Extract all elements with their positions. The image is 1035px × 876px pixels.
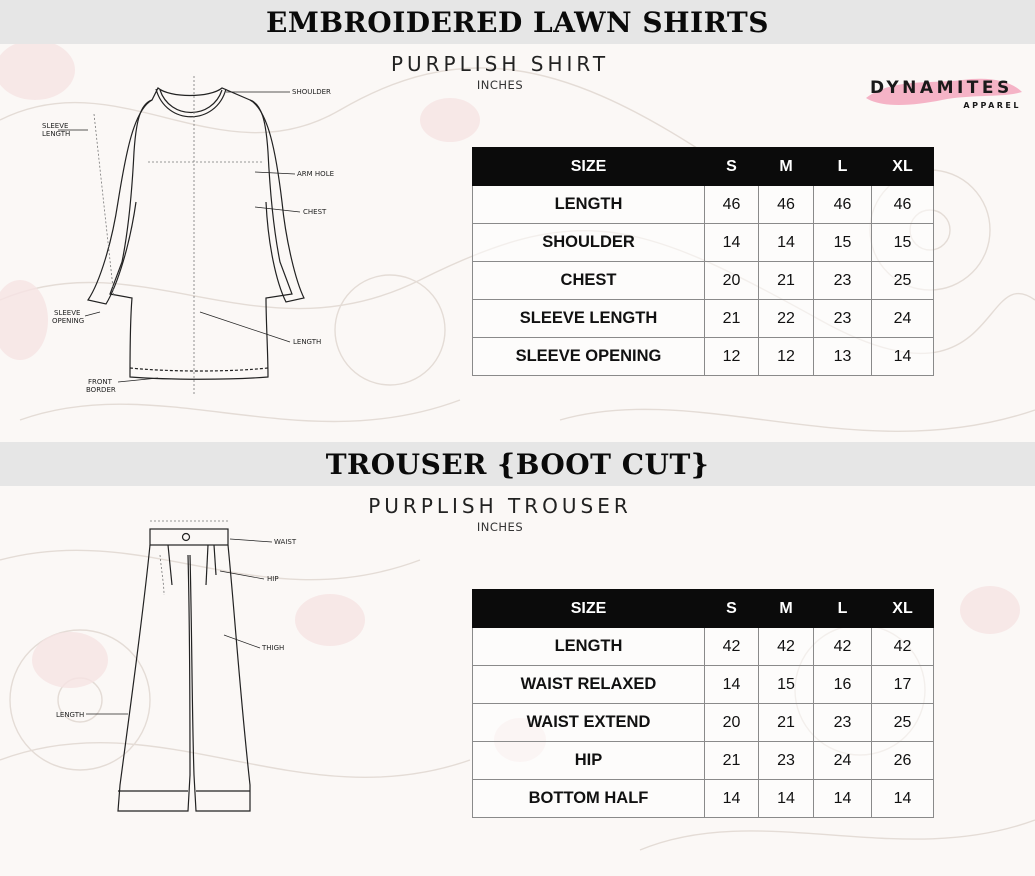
cell-value: 14 — [705, 780, 759, 818]
cell-value: 23 — [759, 742, 814, 780]
shirt-product-name: PURPLISH SHIRT — [390, 52, 610, 76]
cell-value: 42 — [814, 628, 872, 666]
trouser-label-waist: WAIST — [274, 538, 297, 546]
shirt-diagram — [30, 62, 350, 402]
cell-value: 22 — [759, 300, 814, 338]
shirt-label-sleeve-opening-2: OPENING — [52, 317, 85, 325]
table-row — [473, 704, 934, 742]
shirt-section-title: EMBROIDERED LAWN SHIRTS — [266, 5, 769, 39]
cell-value: 14 — [872, 338, 934, 376]
table-row — [473, 780, 934, 818]
shirt-header-xl: XL — [872, 148, 934, 186]
trouser-label-hip: HIP — [267, 575, 279, 583]
cell-value: 42 — [705, 628, 759, 666]
shirt-product-heading — [360, 52, 640, 92]
table-row — [473, 186, 934, 224]
trouser-header-size: SIZE — [473, 590, 705, 628]
cell-value: 24 — [872, 300, 934, 338]
cell-value: 15 — [814, 224, 872, 262]
cell-value: 15 — [872, 224, 934, 262]
trouser-header-s: S — [705, 590, 759, 628]
shirt-label-length: LENGTH — [293, 338, 322, 346]
row-label: LENGTH — [473, 186, 705, 224]
cell-value: 42 — [759, 628, 814, 666]
shirt-label-chest: CHEST — [303, 208, 327, 216]
cell-value: 14 — [814, 780, 872, 818]
shirt-label-arm-hole: ARM HOLE — [297, 170, 335, 178]
table-row — [473, 338, 934, 376]
table-row — [473, 262, 934, 300]
cell-value: 21 — [759, 704, 814, 742]
shirt-header-size: SIZE — [473, 148, 705, 186]
cell-value: 13 — [814, 338, 872, 376]
shirt-size-table — [472, 147, 934, 376]
row-label: CHEST — [473, 262, 705, 300]
trouser-table-header-row — [473, 590, 934, 628]
shirt-label-front-border-2: BORDER — [86, 386, 116, 394]
shirt-label-sleeve-opening-1: SLEEVE — [54, 309, 81, 317]
brand-name: DYNAMITES — [870, 78, 1013, 98]
shirt-title-band — [0, 0, 1035, 44]
trouser-diagram — [40, 515, 320, 835]
table-row — [473, 666, 934, 704]
cell-value: 23 — [814, 262, 872, 300]
cell-value: 14 — [872, 780, 934, 818]
cell-value: 26 — [872, 742, 934, 780]
trouser-product-heading — [340, 494, 660, 534]
brand-logo — [862, 68, 1027, 120]
cell-value: 24 — [814, 742, 872, 780]
trouser-header-m: M — [759, 590, 814, 628]
cell-value: 25 — [872, 262, 934, 300]
cell-value: 14 — [705, 666, 759, 704]
cell-value: 12 — [759, 338, 814, 376]
shirt-table-header-row — [473, 148, 934, 186]
cell-value: 42 — [872, 628, 934, 666]
trouser-label-length: LENGTH — [56, 711, 85, 719]
cell-value: 20 — [705, 704, 759, 742]
row-label: SLEEVE LENGTH — [473, 300, 705, 338]
cell-value: 23 — [814, 300, 872, 338]
cell-value: 20 — [705, 262, 759, 300]
row-label: BOTTOM HALF — [473, 780, 705, 818]
shirt-label-front-border-1: FRONT — [88, 378, 112, 386]
row-label: HIP — [473, 742, 705, 780]
cell-value: 14 — [759, 224, 814, 262]
brand-tagline: APPAREL — [963, 101, 1021, 110]
trouser-header-l: L — [814, 590, 872, 628]
trouser-title-band — [0, 442, 1035, 486]
shirt-header-s: S — [705, 148, 759, 186]
cell-value: 46 — [872, 186, 934, 224]
trouser-header-xl: XL — [872, 590, 934, 628]
cell-value: 21 — [705, 742, 759, 780]
trouser-product-name: PURPLISH TROUSER — [368, 494, 632, 518]
shirt-unit: INCHES — [476, 78, 524, 92]
row-label: SLEEVE OPENING — [473, 338, 705, 376]
cell-value: 14 — [759, 780, 814, 818]
shirt-label-shoulder: SHOULDER — [292, 88, 331, 96]
row-label: WAIST EXTEND — [473, 704, 705, 742]
trouser-label-thigh: THIGH — [262, 644, 285, 652]
cell-value: 25 — [872, 704, 934, 742]
shirt-label-sleeve-length-1: SLEEVE — [42, 122, 69, 130]
row-label: LENGTH — [473, 628, 705, 666]
row-label: SHOULDER — [473, 224, 705, 262]
trouser-size-table — [472, 589, 934, 818]
shirt-header-m: M — [759, 148, 814, 186]
cell-value: 46 — [814, 186, 872, 224]
shirt-header-l: L — [814, 148, 872, 186]
cell-value: 14 — [705, 224, 759, 262]
table-row — [473, 300, 934, 338]
shirt-label-sleeve-length-2: LENGTH — [42, 130, 71, 138]
table-row — [473, 628, 934, 666]
cell-value: 12 — [705, 338, 759, 376]
cell-value: 46 — [705, 186, 759, 224]
cell-value: 21 — [705, 300, 759, 338]
cell-value: 15 — [759, 666, 814, 704]
cell-value: 16 — [814, 666, 872, 704]
trouser-unit: INCHES — [476, 520, 524, 534]
table-row — [473, 224, 934, 262]
cell-value: 46 — [759, 186, 814, 224]
row-label: WAIST RELAXED — [473, 666, 705, 704]
cell-value: 23 — [814, 704, 872, 742]
trouser-section-title: TROUSER {BOOT CUT} — [325, 447, 710, 481]
cell-value: 17 — [872, 666, 934, 704]
cell-value: 21 — [759, 262, 814, 300]
table-row — [473, 742, 934, 780]
